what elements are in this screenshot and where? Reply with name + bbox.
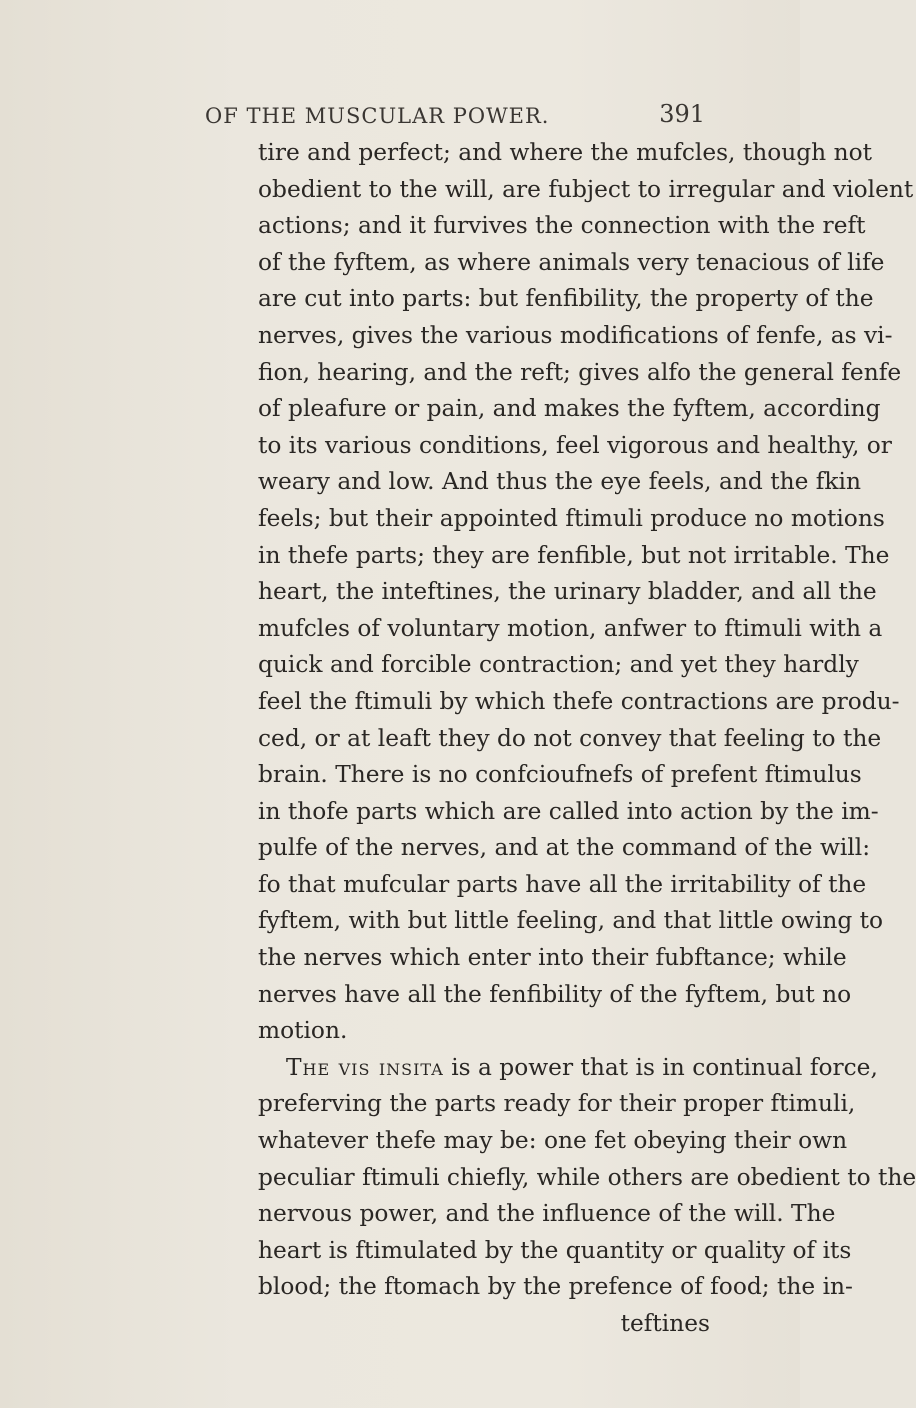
text-line: feels; but their appointed ftimuli produce no motions: [258, 504, 885, 532]
text-line: of the fyftem, as where animals very tenacious of life: [258, 248, 885, 276]
text-line: tire and perfect; and where the mufcles, though not: [258, 139, 872, 166]
running-head: OF THE MUSCULAR POWER.: [205, 104, 550, 128]
text-line: preferving the parts ready for their proper ftimuli,: [258, 1090, 856, 1118]
text-line: of pleafure or pain, and makes the fyftem, according: [258, 395, 881, 423]
page-number: 391: [659, 100, 705, 128]
text-line: in thofe parts which are called into action by the im-: [258, 797, 879, 825]
text-line: brain. There is no confcioufnefs of prefent ftimulus: [258, 761, 862, 789]
body-text: [258, 135, 916, 1343]
paragraph-start-line: [258, 1050, 878, 1087]
text-line: fion, hearing, and the reft; gives alfo the general fenfe: [258, 358, 902, 386]
text-line: quick and forcible contraction; and yet they hardly: [258, 651, 859, 679]
text-line: the nerves which enter into their fubftance; while: [258, 944, 847, 972]
text-line: nerves have all the fenfibility of the fyftem, but no: [258, 980, 852, 1008]
text-line: weary and low. And thus the eye feels, and the fkin: [258, 468, 861, 496]
text-line: pulfe of the nerves, and at the command of the will:: [258, 834, 871, 862]
text-line: motion.: [258, 1017, 348, 1045]
text-line: whatever thefe may be: one fet obeying their own: [258, 1127, 848, 1155]
text-line: actions; and it furvives the connection with the reft: [258, 212, 866, 240]
text-line: to its various conditions, feel vigorous and healthy, or: [258, 431, 892, 459]
text-line: fo that mufcular parts have all the irritability of the: [258, 870, 867, 898]
text-line: is a power that is in continual force,: [451, 1053, 878, 1081]
catchword: teftines: [620, 1310, 710, 1337]
text-line: fyftem, with but little feeling, and that little owing to: [258, 907, 884, 935]
text-line: blood; the ftomach by the prefence of food; the in-: [258, 1273, 853, 1301]
lead-small-caps: The vis insita: [286, 1053, 444, 1081]
text-line: heart, the inteftines, the urinary bladder, and all the: [258, 578, 877, 606]
text-line: obedient to the will, are fubject to irregular and violent: [258, 175, 914, 203]
text-line: ced, or at leaft they do not convey that feeling to the: [258, 724, 882, 752]
text-line: mufcles of voluntary motion, anfwer to ftimuli with a: [258, 614, 883, 642]
text-line: peculiar ftimuli chiefly, while others are obedient to the: [258, 1163, 916, 1191]
text-line: in thefe parts; they are fenfible, but not irritable. The: [258, 541, 890, 569]
text-line: nervous power, and the influence of the will. The: [258, 1200, 836, 1228]
text-line: heart is ftimulated by the quantity or quality of its: [258, 1236, 852, 1264]
text-line: are cut into parts: but fenfibility, the property of the: [258, 285, 874, 313]
text-line: feel the ftimuli by which thefe contractions are produ-: [258, 687, 900, 715]
text-line: nerves, gives the various modifications of fenfe, as vi-: [258, 321, 893, 349]
page-header: [205, 96, 705, 132]
